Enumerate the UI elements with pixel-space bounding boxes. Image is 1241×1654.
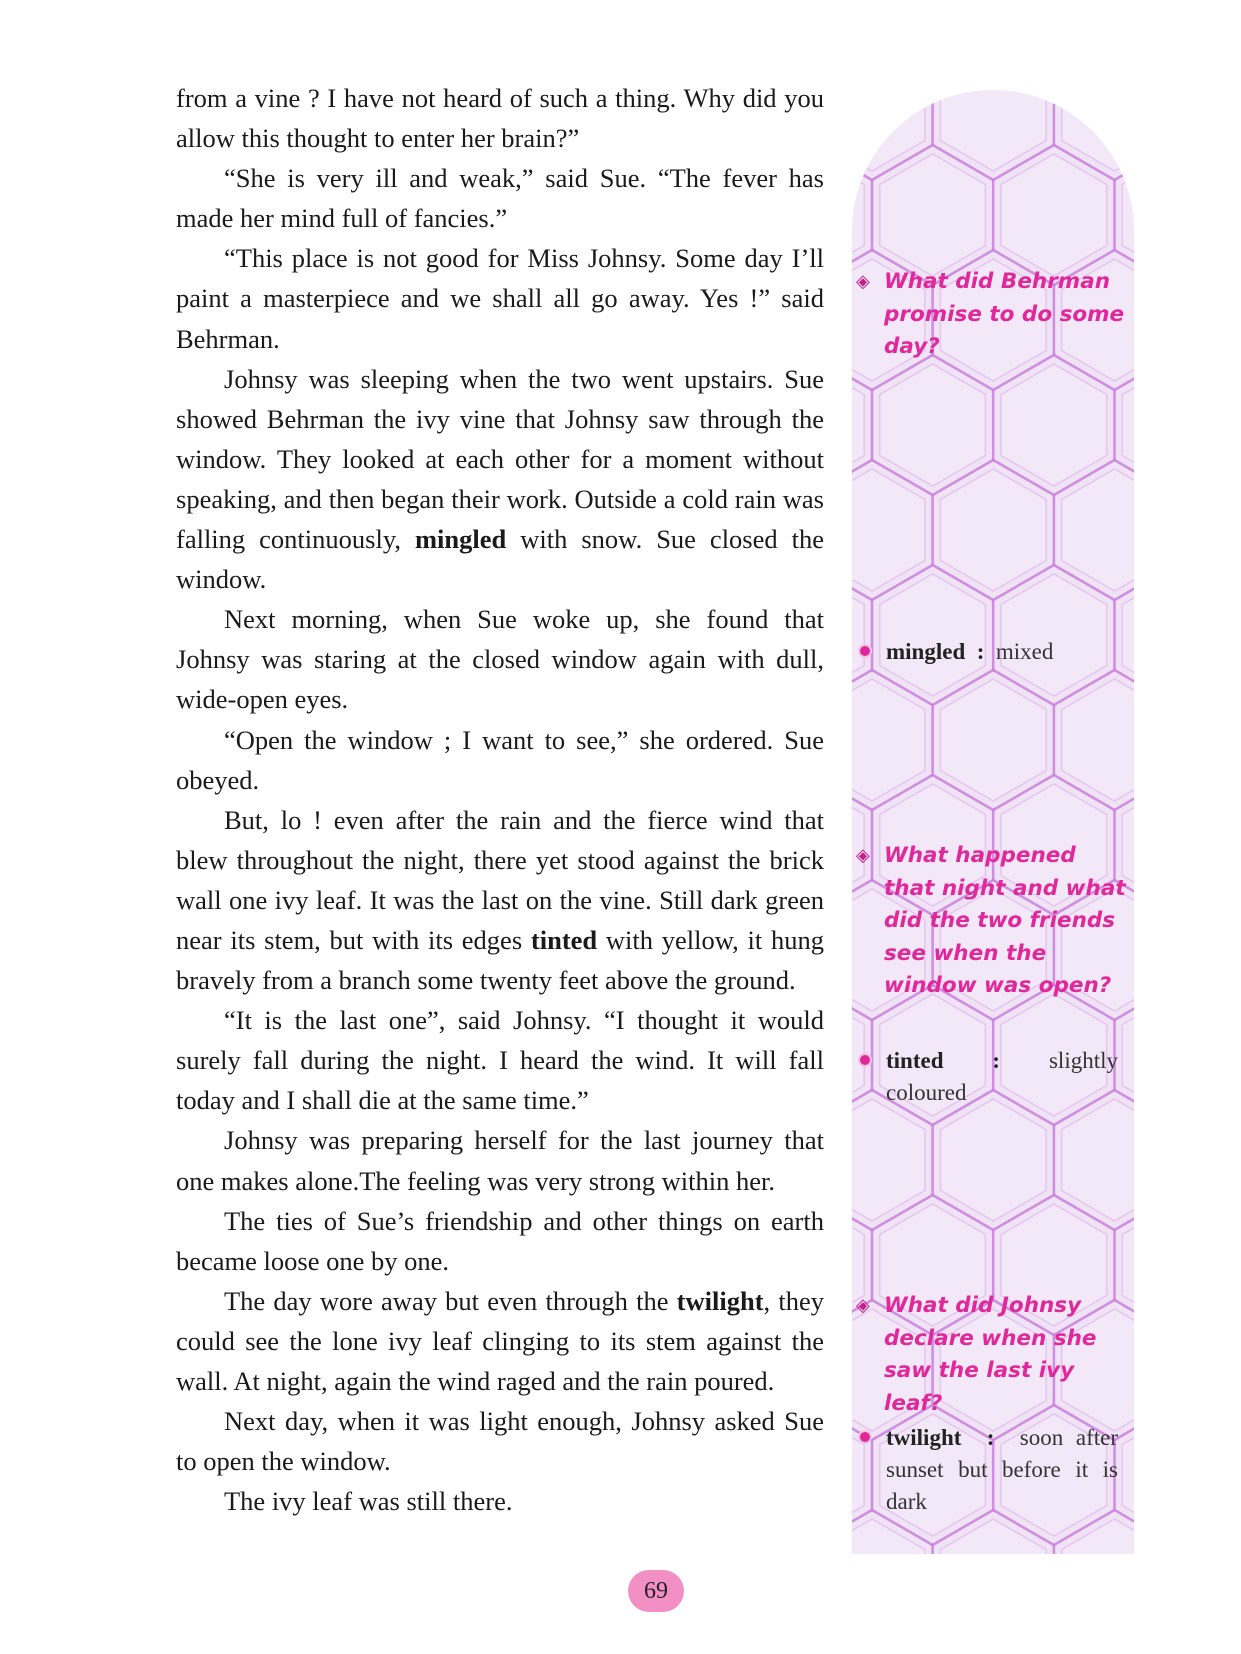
keyword-mingled: mingled <box>414 524 507 555</box>
paragraph-1: from a vine ? I have not heard of such a thing. Why did you allow this thought to enter her brain?” <box>176 83 824 154</box>
paragraph-13: The ivy leaf was still there. <box>224 1486 513 1517</box>
question-1: ◈ What did Behrman promise to do some day? <box>856 266 1132 364</box>
glossary-item-twilight: twilight : soon after sunset but before it is dark <box>856 1422 1118 1518</box>
hexagon-cell-inner <box>940 1519 1046 1554</box>
glossary-item-mingled: mingled : mixed <box>856 636 1118 668</box>
hexagon-cell-inner <box>1062 469 1134 591</box>
diamond-bullet-icon: ◈ <box>856 845 870 866</box>
hexagon-cell-inner <box>852 90 925 171</box>
hexagon-cell-inner <box>940 469 1046 591</box>
hexagon-cell-inner <box>852 679 925 801</box>
hexagon-cell-inner <box>940 679 1046 801</box>
hexagon-cell-inner <box>940 1099 1046 1221</box>
paragraph-4: Johnsy was sleeping when the two went upstairs. Sue showed Behrman the ivy vine that Johnsy saw through the window. They looked at each other for a moment without speaking, and then began their work. Outside a cold rain was falling continuously, mingled with snow. Sue closed the window. <box>176 363 824 595</box>
bullet-icon <box>856 636 886 668</box>
hexagon-cell-inner <box>1062 679 1134 801</box>
question-3: ◈ What did Johnsy declare when she saw the last ivy leaf? <box>856 1290 1132 1420</box>
glossary-item-tinted: tinted : slightly coloured <box>856 1045 1118 1109</box>
paragraph-3: “This place is not good for Miss Johnsy. Some day I’ll paint a masterpiece and we shall all go away. Yes !” said Behrman. <box>176 243 824 354</box>
paragraph-2: “She is very ill and weak,” said Sue. “The fever has made her mind full of fancies.” <box>176 163 824 234</box>
bullet-icon <box>856 1422 886 1518</box>
paragraph-6: “Open the window ; I want to see,” she ordered. Sue obeyed. <box>176 724 824 795</box>
hexagon-cell-inner <box>1062 1099 1134 1221</box>
paragraph-11: The day wore away but even through the twilight, they could see the lone ivy leaf clinging to its stem against the wall. At night, again the wind raged and the rain poured. <box>176 1285 824 1396</box>
hexagon-cell-inner <box>852 469 925 591</box>
diamond-bullet-icon: ◈ <box>856 1295 870 1316</box>
hexagon-cell-inner <box>880 574 986 696</box>
hexagon-cell-inner <box>852 1099 925 1221</box>
story-text <box>176 78 824 1521</box>
page-number: 69 <box>628 1570 684 1612</box>
paragraph-7: But, lo ! even after the rain and the fierce wind that blew throughout the night, there yet stood against the brick wall one ivy leaf. It was the last on the vine. Still dark green near its stem, but with its edges tinted with yellow, it hung bravely from a branch some twenty feet above the ground. <box>176 804 824 996</box>
hexagon-cell-inner <box>1062 90 1134 171</box>
paragraph-5: Next morning, when Sue woke up, she found that Johnsy was staring at the closed window again with dull, wide-open eyes. <box>176 604 824 715</box>
keyword-twilight: twilight <box>676 1285 764 1316</box>
margin-sidebar <box>852 90 1134 1554</box>
hexagon-cell-inner <box>1001 154 1107 276</box>
paragraph-9: Johnsy was preparing herself for the last journey that one makes alone.The feeling was very strong within her. <box>176 1125 824 1196</box>
paragraph-10: The ties of Sue’s friendship and other things on earth became loose one by one. <box>176 1205 824 1276</box>
paragraph-12: Next day, when it was light enough, Johnsy asked Sue to open the window. <box>176 1406 824 1477</box>
hexagon-cell-inner <box>880 154 986 276</box>
hexagon-cell-inner <box>880 364 986 486</box>
question-2: ◈ What happened that night and what did the two friends see when the window was open? <box>856 840 1132 1003</box>
bullet-icon <box>856 1045 886 1109</box>
hexagon-cell-inner <box>1001 364 1107 486</box>
diamond-bullet-icon: ◈ <box>856 271 870 292</box>
hexagon-cell-inner <box>1001 574 1107 696</box>
keyword-tinted: tinted <box>530 924 598 955</box>
paragraph-8: “It is the last one”, said Johnsy. “I thought it would surely fall during the night. I heard the wind. It will fall today and I shall die at the same time.” <box>176 1005 824 1116</box>
